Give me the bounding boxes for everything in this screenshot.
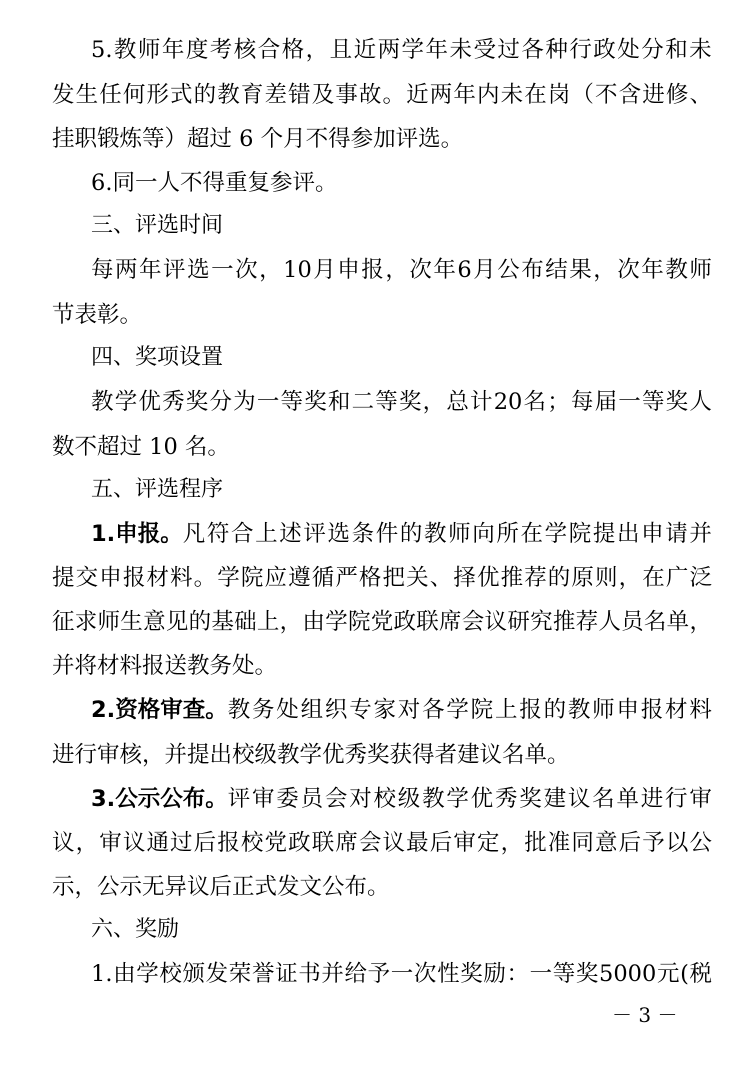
step-2-line-1 <box>91 690 712 730</box>
criteria-5-line-1: 5. 教 师 年 度 考 核 合 格 ， 且 近 两 学 年 未 受 过 各 种 行 政 处 分 和 未 <box>91 37 712 63</box>
step-1-line-3: 征 求 师 生 意 见 的 基 础 上 ， 由 学 院 党 政 联 席 会 议 研 究 推 荐 人 员 名 单 ， <box>52 609 712 635</box>
section-4-heading: 四、奖项设置 <box>91 345 224 370</box>
step-1-label: 1.申报。 <box>91 521 183 547</box>
section-3-line-2: 节表彰。 <box>52 302 143 328</box>
step-1-line-2: 提 交 申 报 材 料 。 学 院 应 遵 循 严 格 把 关 、 择 优 推 荐 的 原 则 ， 在 广 泛 <box>52 565 712 591</box>
criteria-5-line-3: 挂职锻炼等）超过 6 个月不得参加评选。 <box>52 126 464 152</box>
section-4-line-2: 数不超过 10 名。 <box>52 434 230 460</box>
section-6-heading: 六、奖励 <box>91 917 180 942</box>
step-3-line-2: 议 ， 审 议 通 过 后 报 校 党 政 联 席 会 议 最 后 审 定 ， 批 准 同 意 后 予 以 公 <box>52 830 712 856</box>
section-4-line-1: 教 学 优 秀 奖 分 为 一 等 奖 和 二 等 奖 ， 总 计 20 名 ； 每 届 一 等 奖 人 <box>91 389 712 415</box>
step-1-line-1-text: 凡 符 合 上 述 评 选 条 件 的 教 师 向 所 在 学 院 提 出 申 请 并 <box>182 521 712 547</box>
reward-1-line-1: 1. 由 学 校 颁 发 荣 誉 证 书 并 给 予 一 次 性 奖 励 ： 一 等 奖 5000 元 ( 税 <box>91 961 712 987</box>
step-3-label: 3.公示公布。 <box>91 786 228 812</box>
step-2-label: 2.资格审查。 <box>91 697 228 723</box>
step-3-line-1-text: 评 审 委 员 会 对 校 级 教 学 优 秀 奖 建 议 名 单 进 行 审 <box>227 786 712 812</box>
section-5-heading: 五、评选程序 <box>91 477 224 502</box>
page-number: － 3 － <box>612 1003 678 1027</box>
step-1-line-4: 并将材料报送教务处。 <box>52 653 278 679</box>
criteria-6: 6.同一人不得重复参评。 <box>91 170 338 196</box>
section-3-line-1: 每 两 年 评 选 一 次 ， 10 月 申 报 ， 次 年 6 月 公 布 结 果 ， 次 年 教 师 <box>91 257 712 283</box>
step-2-line-1-text: 教 务 处 组 织 专 家 对 各 学 院 上 报 的 教 师 申 报 材 料 <box>227 697 712 723</box>
step-3-line-3: 示，公示无异议后正式发文公布。 <box>52 874 390 900</box>
section-3-heading: 三、评选时间 <box>91 213 224 238</box>
step-1-line-1 <box>91 514 712 554</box>
step-2-line-2: 进行审核，并提出校级教学优秀奖获得者建议名单。 <box>52 742 570 768</box>
step-3-line-1 <box>91 779 712 819</box>
criteria-5-line-2: 发 生 任 何 形 式 的 教 育 差 错 及 事 故 。 近 两 年 内 未 在 岗 （ 不 含 进 修 、 <box>52 82 712 108</box>
